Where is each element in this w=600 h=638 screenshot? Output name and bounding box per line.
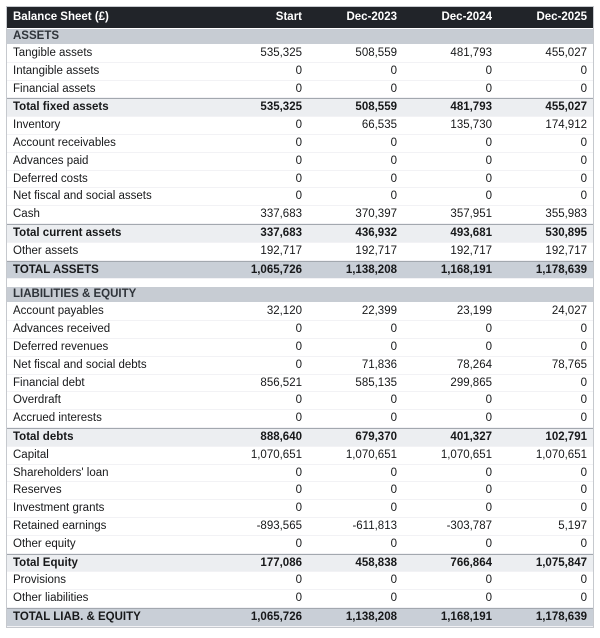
row-value: 0 <box>485 323 492 336</box>
row-value: 0 <box>580 592 587 605</box>
row-value: 78,765 <box>551 358 587 371</box>
row-value: 0 <box>580 64 587 77</box>
row-value: 0 <box>580 82 587 95</box>
table-body <box>7 29 593 627</box>
row-value: 0 <box>485 466 492 479</box>
row-value: 23,199 <box>456 305 492 318</box>
row-value: 0 <box>295 154 302 167</box>
table-row <box>7 357 593 375</box>
row-value: 0 <box>485 82 492 95</box>
row-value: 0 <box>580 466 587 479</box>
row-value: 508,559 <box>355 101 397 114</box>
row-value: 0 <box>390 412 397 425</box>
table-row <box>7 392 593 410</box>
row-label: Overdraft <box>13 394 61 407</box>
table-row <box>7 135 593 153</box>
row-value: 766,864 <box>450 556 492 569</box>
row-value: 1,070,651 <box>250 448 302 461</box>
row-label: Deferred costs <box>13 172 88 185</box>
row-label: Advances paid <box>13 154 89 167</box>
row-value: 0 <box>580 136 587 149</box>
row-label: Tangible assets <box>13 47 93 59</box>
row-value: 0 <box>580 484 587 497</box>
row-value: 0 <box>295 502 302 515</box>
row-label: Shareholders' loan <box>13 466 109 479</box>
row-value: 0 <box>390 484 397 497</box>
row-value: 0 <box>390 502 397 515</box>
row-value: 1,178,639 <box>535 610 587 623</box>
row-value: 337,683 <box>260 208 302 221</box>
row-value: 585,135 <box>355 376 397 389</box>
row-value: 1,070,651 <box>345 448 397 461</box>
row-value: 0 <box>295 358 302 371</box>
row-value: 0 <box>295 574 302 587</box>
balance-sheet-table <box>6 6 594 628</box>
row-value: 192,717 <box>260 244 302 257</box>
row-value: 0 <box>390 537 397 550</box>
row-value: 508,559 <box>355 47 397 59</box>
row-value: -611,813 <box>352 519 397 532</box>
row-value: 0 <box>485 574 492 587</box>
column-header-start: Start <box>275 11 302 23</box>
row-value: 177,086 <box>260 556 302 569</box>
row-label: Total fixed assets <box>13 101 109 114</box>
row-value: 1,070,651 <box>440 448 492 461</box>
row-label: Other liabilities <box>13 592 89 605</box>
section-title: LIABILITIES & EQUITY <box>13 288 137 301</box>
row-value: 1,065,726 <box>250 263 302 276</box>
table-row <box>7 45 593 63</box>
row-value: 71,836 <box>361 358 397 371</box>
table-row <box>7 117 593 135</box>
row-value: 1,065,726 <box>250 610 302 623</box>
table-row <box>7 410 593 428</box>
row-value: 0 <box>485 412 492 425</box>
row-value: 0 <box>580 340 587 353</box>
row-value: 0 <box>295 537 302 550</box>
table-row <box>7 63 593 81</box>
row-value: 458,838 <box>355 556 397 569</box>
row-value: 455,027 <box>545 101 587 114</box>
row-value: 0 <box>295 64 302 77</box>
row-value: 401,327 <box>450 430 492 443</box>
row-value: 0 <box>485 190 492 203</box>
row-value: 357,951 <box>450 208 492 221</box>
row-label: Reserves <box>13 484 62 497</box>
column-header-dec-2023: Dec-2023 <box>346 11 397 23</box>
subtotal-row <box>7 98 593 117</box>
row-value: 192,717 <box>450 244 492 257</box>
row-value: 888,640 <box>260 430 302 443</box>
row-value: 0 <box>580 323 587 336</box>
row-value: 0 <box>390 190 397 203</box>
row-label: Financial assets <box>13 82 96 95</box>
column-header-dec-2024: Dec-2024 <box>441 11 492 23</box>
row-value: 0 <box>390 394 397 407</box>
row-label: Account payables <box>13 305 104 318</box>
row-value: 0 <box>485 537 492 550</box>
row-value: 24,027 <box>551 305 587 318</box>
table-row <box>7 188 593 206</box>
row-value: 355,983 <box>545 208 587 221</box>
table-row <box>7 590 593 608</box>
table-title: Balance Sheet (£) <box>13 11 109 23</box>
row-value: -893,565 <box>256 519 302 532</box>
row-value: 1,178,639 <box>535 263 587 276</box>
row-value: 0 <box>485 394 492 407</box>
row-value: 0 <box>295 136 302 149</box>
row-value: 0 <box>580 412 587 425</box>
row-value: 0 <box>485 502 492 515</box>
row-value: 0 <box>390 574 397 587</box>
row-value: 0 <box>485 340 492 353</box>
table-row <box>7 482 593 500</box>
row-value: 0 <box>295 484 302 497</box>
row-value: 0 <box>485 136 492 149</box>
row-label: Total debts <box>13 430 74 443</box>
row-value: 0 <box>295 466 302 479</box>
row-label: Total current assets <box>13 226 122 239</box>
row-value: 535,325 <box>260 47 302 59</box>
row-value: 0 <box>295 82 302 95</box>
row-value: 535,325 <box>260 101 302 114</box>
row-label: Net fiscal and social debts <box>13 358 147 371</box>
table-row <box>7 339 593 357</box>
row-value: -303,787 <box>446 519 492 532</box>
row-value: 0 <box>580 502 587 515</box>
row-label: Retained earnings <box>13 519 107 532</box>
row-value: 0 <box>390 172 397 185</box>
row-value: 0 <box>295 394 302 407</box>
row-value: 1,168,191 <box>440 610 492 623</box>
row-value: 0 <box>580 574 587 587</box>
row-value: 481,793 <box>450 101 492 114</box>
row-value: 0 <box>295 119 302 132</box>
subtotal-row <box>7 554 593 573</box>
row-value: 192,717 <box>545 244 587 257</box>
row-value: 679,370 <box>355 430 397 443</box>
table-row <box>7 81 593 99</box>
table-row <box>7 321 593 339</box>
row-value: 0 <box>580 154 587 167</box>
row-value: 0 <box>390 340 397 353</box>
row-value: 0 <box>295 412 302 425</box>
row-value: 0 <box>295 190 302 203</box>
table-row <box>7 500 593 518</box>
row-label: Other assets <box>13 244 79 257</box>
row-value: 0 <box>390 82 397 95</box>
table-row <box>7 447 593 465</box>
row-value: 0 <box>580 172 587 185</box>
section-header-row <box>7 287 593 303</box>
row-value: 1,075,847 <box>535 556 587 569</box>
row-value: 481,793 <box>450 47 492 59</box>
row-label: Financial debt <box>13 376 85 389</box>
subtotal-row <box>7 224 593 243</box>
subtotal-row <box>7 428 593 447</box>
row-label: Account receivables <box>13 136 116 149</box>
row-label: Intangible assets <box>13 64 100 77</box>
section-title: ASSETS <box>13 30 60 42</box>
row-value: 135,730 <box>450 119 492 132</box>
row-label: Advances received <box>13 323 111 336</box>
table-row <box>7 518 593 536</box>
row-value: 22,399 <box>361 305 397 318</box>
column-header-dec-2025: Dec-2025 <box>536 11 587 23</box>
row-label: Total Equity <box>13 556 78 569</box>
row-label: Investment grants <box>13 502 105 515</box>
table-row <box>7 243 593 261</box>
grand-total-row <box>7 261 593 280</box>
row-value: 192,717 <box>355 244 397 257</box>
row-value: 530,895 <box>545 226 587 239</box>
table-header-row <box>7 7 593 29</box>
row-value: 0 <box>485 172 492 185</box>
row-value: 0 <box>295 340 302 353</box>
row-value: 66,535 <box>361 119 397 132</box>
row-value: 0 <box>580 376 587 389</box>
row-value: 0 <box>390 64 397 77</box>
row-value: 0 <box>485 484 492 497</box>
row-value: 1,138,208 <box>345 610 397 623</box>
row-value: 0 <box>390 136 397 149</box>
row-value: 0 <box>580 190 587 203</box>
row-value: 0 <box>390 323 397 336</box>
table-row <box>7 171 593 189</box>
row-value: 1,070,651 <box>535 448 587 461</box>
row-value: 0 <box>390 154 397 167</box>
row-value: 337,683 <box>260 226 302 239</box>
row-value: 102,791 <box>545 430 587 443</box>
row-label: Deferred revenues <box>13 340 109 353</box>
row-value: 493,681 <box>450 226 492 239</box>
row-value: 0 <box>295 592 302 605</box>
table-row <box>7 153 593 171</box>
row-value: 78,264 <box>456 358 492 371</box>
row-value: 5,197 <box>558 519 587 532</box>
row-value: 0 <box>485 64 492 77</box>
table-row <box>7 206 593 224</box>
row-value: 0 <box>295 172 302 185</box>
row-value: 32,120 <box>266 305 302 318</box>
row-value: 370,397 <box>355 208 397 221</box>
row-value: 1,168,191 <box>440 263 492 276</box>
row-label: Capital <box>13 448 49 461</box>
row-value: 299,865 <box>450 376 492 389</box>
row-value: 436,932 <box>355 226 397 239</box>
row-label: Cash <box>13 208 40 221</box>
row-value: 856,521 <box>260 376 302 389</box>
row-label: Accrued interests <box>13 412 102 425</box>
grand-total-row <box>7 608 593 627</box>
row-value: 0 <box>485 154 492 167</box>
row-value: 0 <box>390 592 397 605</box>
table-row <box>7 536 593 554</box>
row-label: Provisions <box>13 574 67 587</box>
row-value: 1,138,208 <box>345 263 397 276</box>
section-spacer <box>7 279 593 287</box>
table-row <box>7 375 593 393</box>
section-header-row <box>7 29 593 45</box>
table-row <box>7 303 593 321</box>
row-label: TOTAL LIAB. & EQUITY <box>13 610 141 623</box>
row-value: 0 <box>485 592 492 605</box>
row-value: 0 <box>580 537 587 550</box>
row-value: 0 <box>295 323 302 336</box>
row-value: 0 <box>390 466 397 479</box>
row-value: 0 <box>580 394 587 407</box>
row-label: TOTAL ASSETS <box>13 263 99 276</box>
row-value: 174,912 <box>545 119 587 132</box>
row-label: Net fiscal and social assets <box>13 190 152 203</box>
table-row <box>7 465 593 483</box>
row-label: Other equity <box>13 537 76 550</box>
row-value: 455,027 <box>545 47 587 59</box>
table-row <box>7 572 593 590</box>
row-label: Inventory <box>13 119 61 132</box>
